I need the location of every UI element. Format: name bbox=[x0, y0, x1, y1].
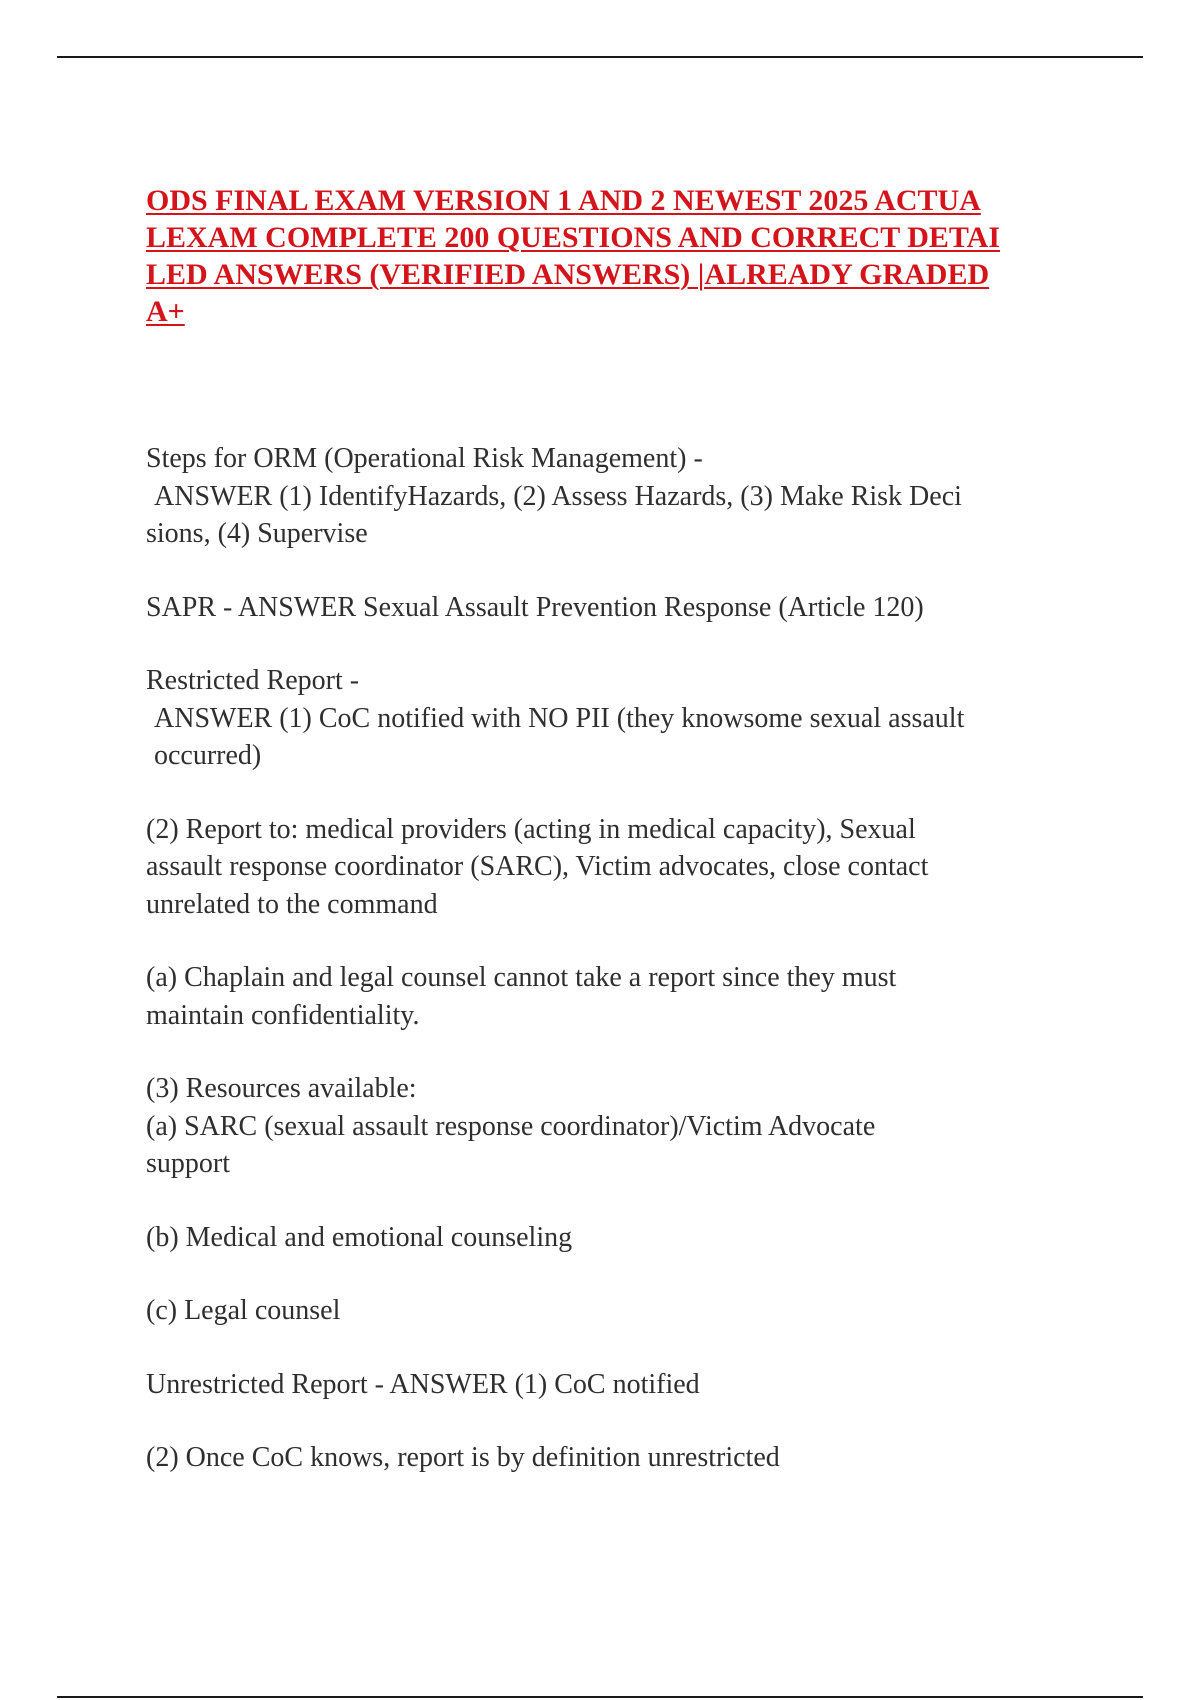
text-line: (2) Report to: medical providers (acting in medical capacity), Sexual bbox=[146, 813, 916, 845]
resources-paragraph bbox=[146, 1070, 1096, 1183]
document-title bbox=[146, 182, 1086, 330]
title-line: ODS FINAL EXAM VERSION 1 AND 2 NEWEST 2025 ACTUA bbox=[146, 184, 981, 217]
text-line: assault response coordinator (SARC), Victim advocates, close contact bbox=[146, 851, 929, 882]
report-to-paragraph bbox=[146, 811, 1096, 924]
text-line: sions, (4) Supervise bbox=[146, 518, 368, 549]
text-line: Steps for ORM (Operational Risk Management) - bbox=[146, 443, 703, 474]
text-line: (a) Chaplain and legal counsel cannot take a report since they must bbox=[146, 962, 897, 993]
restricted-report-paragraph bbox=[146, 662, 1096, 775]
text-line: (c) Legal counsel bbox=[146, 1295, 341, 1326]
document-body bbox=[146, 440, 1096, 1513]
text-line: (2) Once CoC knows, report is by definition unrestricted bbox=[146, 1442, 780, 1473]
text-line: Restricted Report - bbox=[146, 665, 360, 696]
title-line: A+ bbox=[146, 295, 185, 328]
text-line: unrelated to the command bbox=[146, 888, 438, 920]
unrestricted-report-paragraph bbox=[146, 1366, 1096, 1404]
chaplain-paragraph bbox=[146, 959, 1096, 1034]
text-line: SAPR - ANSWER Sexual Assault Prevention Response (Article 120) bbox=[146, 591, 924, 623]
text-line: support bbox=[146, 1148, 230, 1179]
text-line: (b) Medical and emotional counseling bbox=[146, 1221, 573, 1253]
text-line: maintain confidentiality. bbox=[146, 999, 420, 1031]
text-line: Unrestricted Report - ANSWER (1) CoC notified bbox=[146, 1368, 700, 1400]
text-line: ANSWER (1) IdentifyHazards, (2) Assess Hazards, (3) Make Risk Deci bbox=[154, 480, 962, 512]
text-line: (3) Resources available: bbox=[146, 1073, 417, 1104]
footer-rule bbox=[57, 1696, 1143, 1698]
title-line: LED ANSWERS (VERIFIED ANSWERS) |ALREADY GRADED bbox=[146, 258, 990, 291]
legal-counsel-paragraph bbox=[146, 1292, 1096, 1330]
unrestricted-definition-paragraph bbox=[146, 1439, 1096, 1477]
title-line: LEXAM COMPLETE 200 QUESTIONS AND CORRECT DETAI bbox=[146, 221, 1001, 254]
text-line: (a) SARC (sexual assault response coordinator)/Victim Advocate bbox=[146, 1110, 876, 1142]
sapr-paragraph bbox=[146, 589, 1096, 627]
medical-counseling-paragraph bbox=[146, 1219, 1096, 1257]
header-rule bbox=[57, 56, 1143, 58]
text-line: occurred) bbox=[154, 740, 262, 771]
text-line: ANSWER (1) CoC notified with NO PII (they knowsome sexual assault bbox=[154, 702, 965, 734]
orm-steps-paragraph bbox=[146, 440, 1096, 553]
